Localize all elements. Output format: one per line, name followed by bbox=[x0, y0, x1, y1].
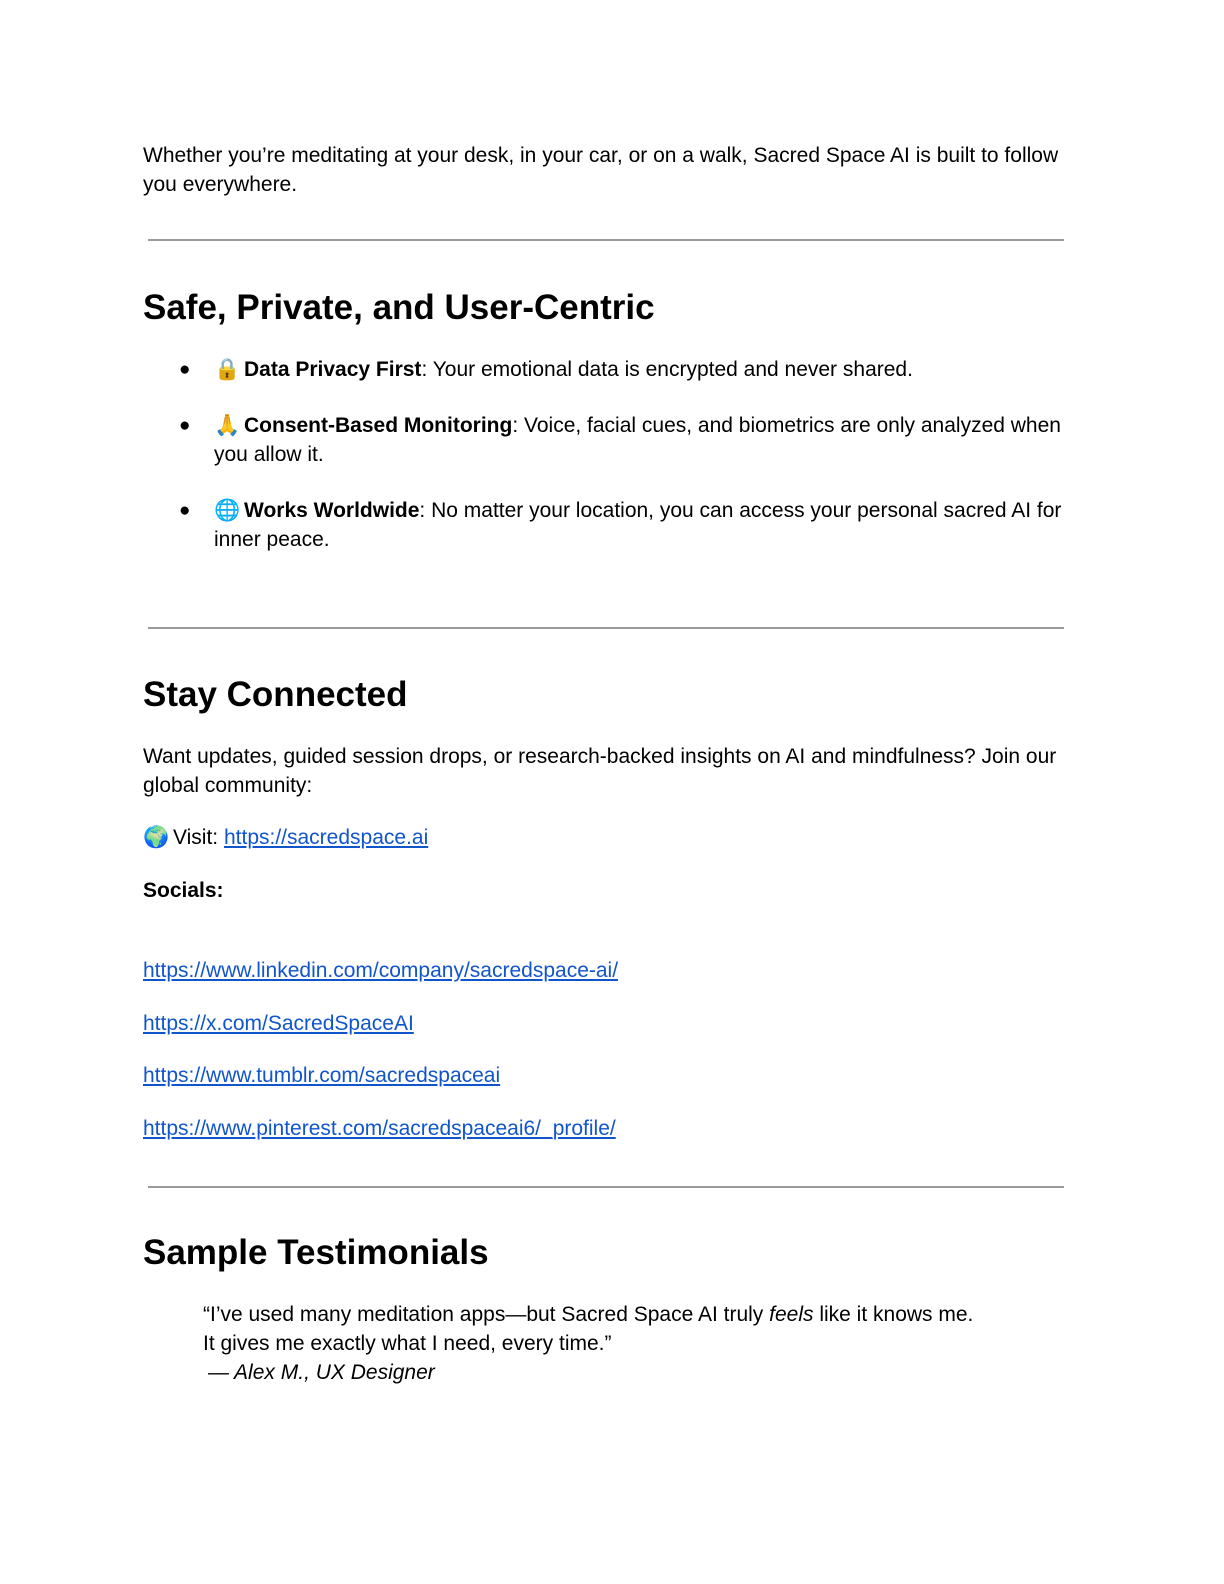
folded-hands-icon: 🙏 bbox=[214, 414, 241, 437]
quote-line-1 bbox=[203, 1300, 1063, 1329]
tumblr-link[interactable]: https://www.tumblr.com/sacredspaceai bbox=[143, 1064, 501, 1087]
list-item bbox=[143, 1009, 618, 1038]
bullet-text: : No matter your location, you can access your personal sacred AI for inner peace. bbox=[214, 499, 1062, 551]
list-item bbox=[143, 956, 618, 985]
horizontal-rule bbox=[148, 239, 1064, 241]
connect-paragraph: Want updates, guided session drops, or research-backed insights on AI and mindfulness? Join our global community: bbox=[143, 745, 1057, 797]
x-link[interactable]: https://x.com/SacredSpaceAI bbox=[143, 1011, 414, 1035]
safety-bullet-list bbox=[143, 355, 1068, 581]
intro-paragraph: Whether you’re meditating at your desk, in your car, or on a walk, Sacred Space AI is built to follow you everywhere. bbox=[143, 144, 1059, 196]
quote-text: like it knows me. bbox=[813, 1303, 974, 1326]
horizontal-rule bbox=[148, 1186, 1064, 1188]
website-link[interactable]: https://sacredspace.ai bbox=[223, 826, 429, 849]
bullet-text: : Your emotional data is encrypted and never shared. bbox=[421, 358, 913, 381]
linkedin-link[interactable]: https://www.linkedin.com/company/sacredspace-ai/ bbox=[143, 959, 619, 982]
visit-line bbox=[143, 823, 1073, 852]
globe-icon: 🌍 bbox=[143, 826, 170, 849]
bullet-dot-icon: ● bbox=[179, 500, 191, 521]
horizontal-rule bbox=[148, 627, 1064, 629]
section-heading-testimonials: Sample Testimonials bbox=[143, 1233, 489, 1272]
quote-emphasis: feels bbox=[769, 1303, 814, 1326]
bullet-dot-icon: ● bbox=[179, 359, 191, 380]
list-item bbox=[143, 411, 1068, 469]
section-heading-safety: Safe, Private, and User-Centric bbox=[143, 288, 655, 327]
socials-label: Socials: bbox=[143, 879, 224, 902]
bullet-dot-icon: ● bbox=[179, 415, 191, 436]
section-heading-connect: Stay Connected bbox=[143, 675, 408, 714]
visit-label: Visit: bbox=[173, 826, 224, 849]
list-item bbox=[143, 496, 1068, 554]
globe-meridians-icon: 🌐 bbox=[214, 499, 241, 522]
testimonial-quote bbox=[203, 1300, 1063, 1387]
quote-attribution: — Alex M., UX Designer bbox=[208, 1361, 435, 1384]
list-item bbox=[143, 355, 1068, 384]
bullet-title: Works Worldwide bbox=[244, 499, 420, 522]
pinterest-link[interactable]: https://www.pinterest.com/sacredspaceai6/_profile/ bbox=[143, 1116, 616, 1140]
socials-link-list bbox=[143, 956, 618, 1166]
bullet-title: Data Privacy First bbox=[244, 358, 422, 381]
quote-text: “I’ve used many meditation apps—but Sacred Space AI truly bbox=[203, 1303, 770, 1326]
quote-line-2: It gives me exactly what I need, every time.” bbox=[203, 1332, 612, 1355]
list-item bbox=[143, 1061, 618, 1090]
lock-icon: 🔒 bbox=[214, 358, 241, 381]
bullet-text: : Voice, facial cues, and biometrics are only analyzed when you allow it. bbox=[214, 414, 1061, 466]
list-item bbox=[143, 1114, 618, 1143]
bullet-title: Consent-Based Monitoring bbox=[244, 414, 513, 437]
